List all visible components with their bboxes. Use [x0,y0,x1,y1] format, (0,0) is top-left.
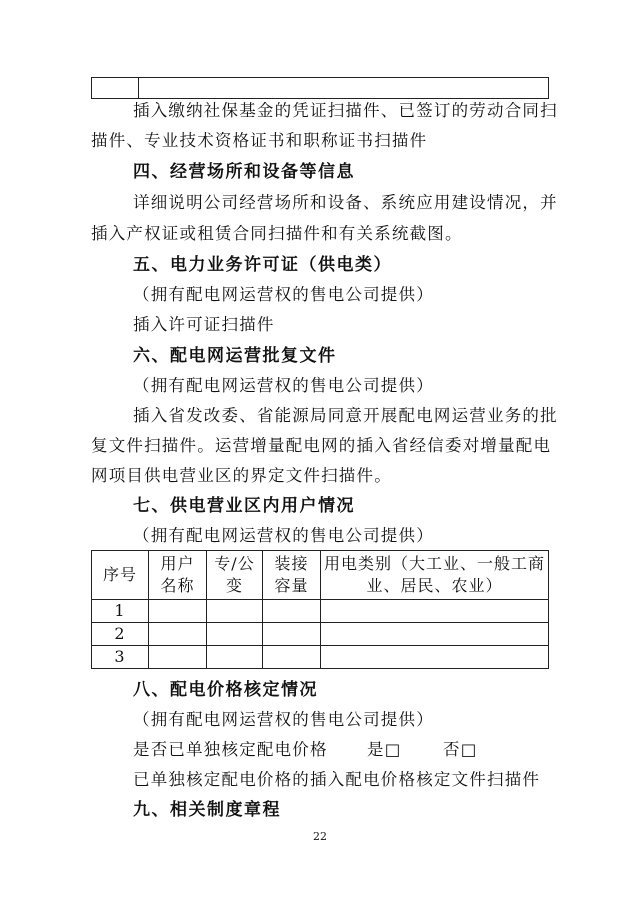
section-heading: 六、配电网运营批复文件 [133,346,337,366]
paragraph-line: 插入缴纳社保基金的凭证扫描件、已签订的劳动合同扫 [133,101,558,120]
paragraph-line: 复文件扫描件。运营增量配电网的插入省经信委对增量配电 [91,436,552,455]
section-note: （拥有配电网运营权的售电公司提供） [133,285,434,304]
table-row [92,623,549,646]
table-cell [149,600,207,623]
header-text: 名称 [160,576,195,595]
table-cell [207,623,263,646]
header-text: 用电类别（大工业、一般工商 [323,554,545,573]
section-heading: 四、经营场所和设备等信息 [133,162,355,182]
table-cell [207,646,263,669]
table-row [92,646,549,669]
page-number: 22 [313,830,327,843]
header-text: 容量 [274,576,309,595]
header-text: 用户 [160,554,195,573]
table-cell [321,600,549,623]
table-cell [149,623,207,646]
table-cell [321,646,549,669]
table-cell [263,646,321,669]
section-heading: 九、相关制度章程 [133,800,281,820]
paragraph-line: 插入产权证或租赁合同扫描件和有关系统截图。 [91,224,463,243]
header-text: 业、居民、农业） [366,576,503,595]
table-row [92,78,549,99]
table-cell [139,78,549,99]
section-note: （拥有配电网运营权的售电公司提供） [133,526,434,545]
section-heading: 八、配电价格核定情况 [133,680,318,700]
previous-table-fragment [91,77,549,99]
paragraph-line: 已单独核定配电价格的插入配电价格核定文件扫描件 [133,770,541,789]
paragraph-line: 插入省发改委、省能源局同意开展配电网运营业务的批 [133,406,558,425]
user-info-table [91,550,549,669]
section-note: （拥有配电网运营权的售电公司提供） [133,710,434,729]
header-cell-transformer-type [207,551,263,600]
header-text: 变 [225,576,243,595]
section-heading: 五、电力业务许可证（供电类） [133,255,392,275]
paragraph-line: 网项目供电营业区的界定文件扫描件。 [91,466,392,485]
header-cell-user-name [149,551,207,600]
section-note: （拥有配电网运营权的售电公司提供） [133,376,434,395]
table-cell [263,623,321,646]
table-cell [92,78,139,99]
yes-checkbox[interactable]: 是□ [367,740,402,759]
header-cell-capacity [263,551,321,600]
paragraph-line: 描件、专业技术资格证书和职称证书扫描件 [91,131,428,150]
table-header-row [92,551,549,600]
header-text: 专/公 [214,554,255,573]
table-row [92,600,549,623]
paragraph-line: 详细说明公司经营场所和设备、系统应用建设情况，并 [133,193,558,212]
header-cell-seq [92,551,149,600]
price-question: 是否已单独核定配电价格 [133,740,328,759]
table-cell [321,623,549,646]
section-heading: 七、供电营业区内用户情况 [133,496,355,516]
no-checkbox[interactable]: 否□ [443,740,478,759]
table-cell [263,600,321,623]
row-number: 3 [92,646,149,669]
table-cell [207,600,263,623]
header-text: 序号 [102,565,137,584]
paragraph-line: 插入许可证扫描件 [133,315,275,334]
table-cell [149,646,207,669]
row-number: 2 [92,623,149,646]
header-cell-usage-category [321,551,549,600]
header-text: 装接 [274,554,309,573]
row-number: 1 [92,600,149,623]
